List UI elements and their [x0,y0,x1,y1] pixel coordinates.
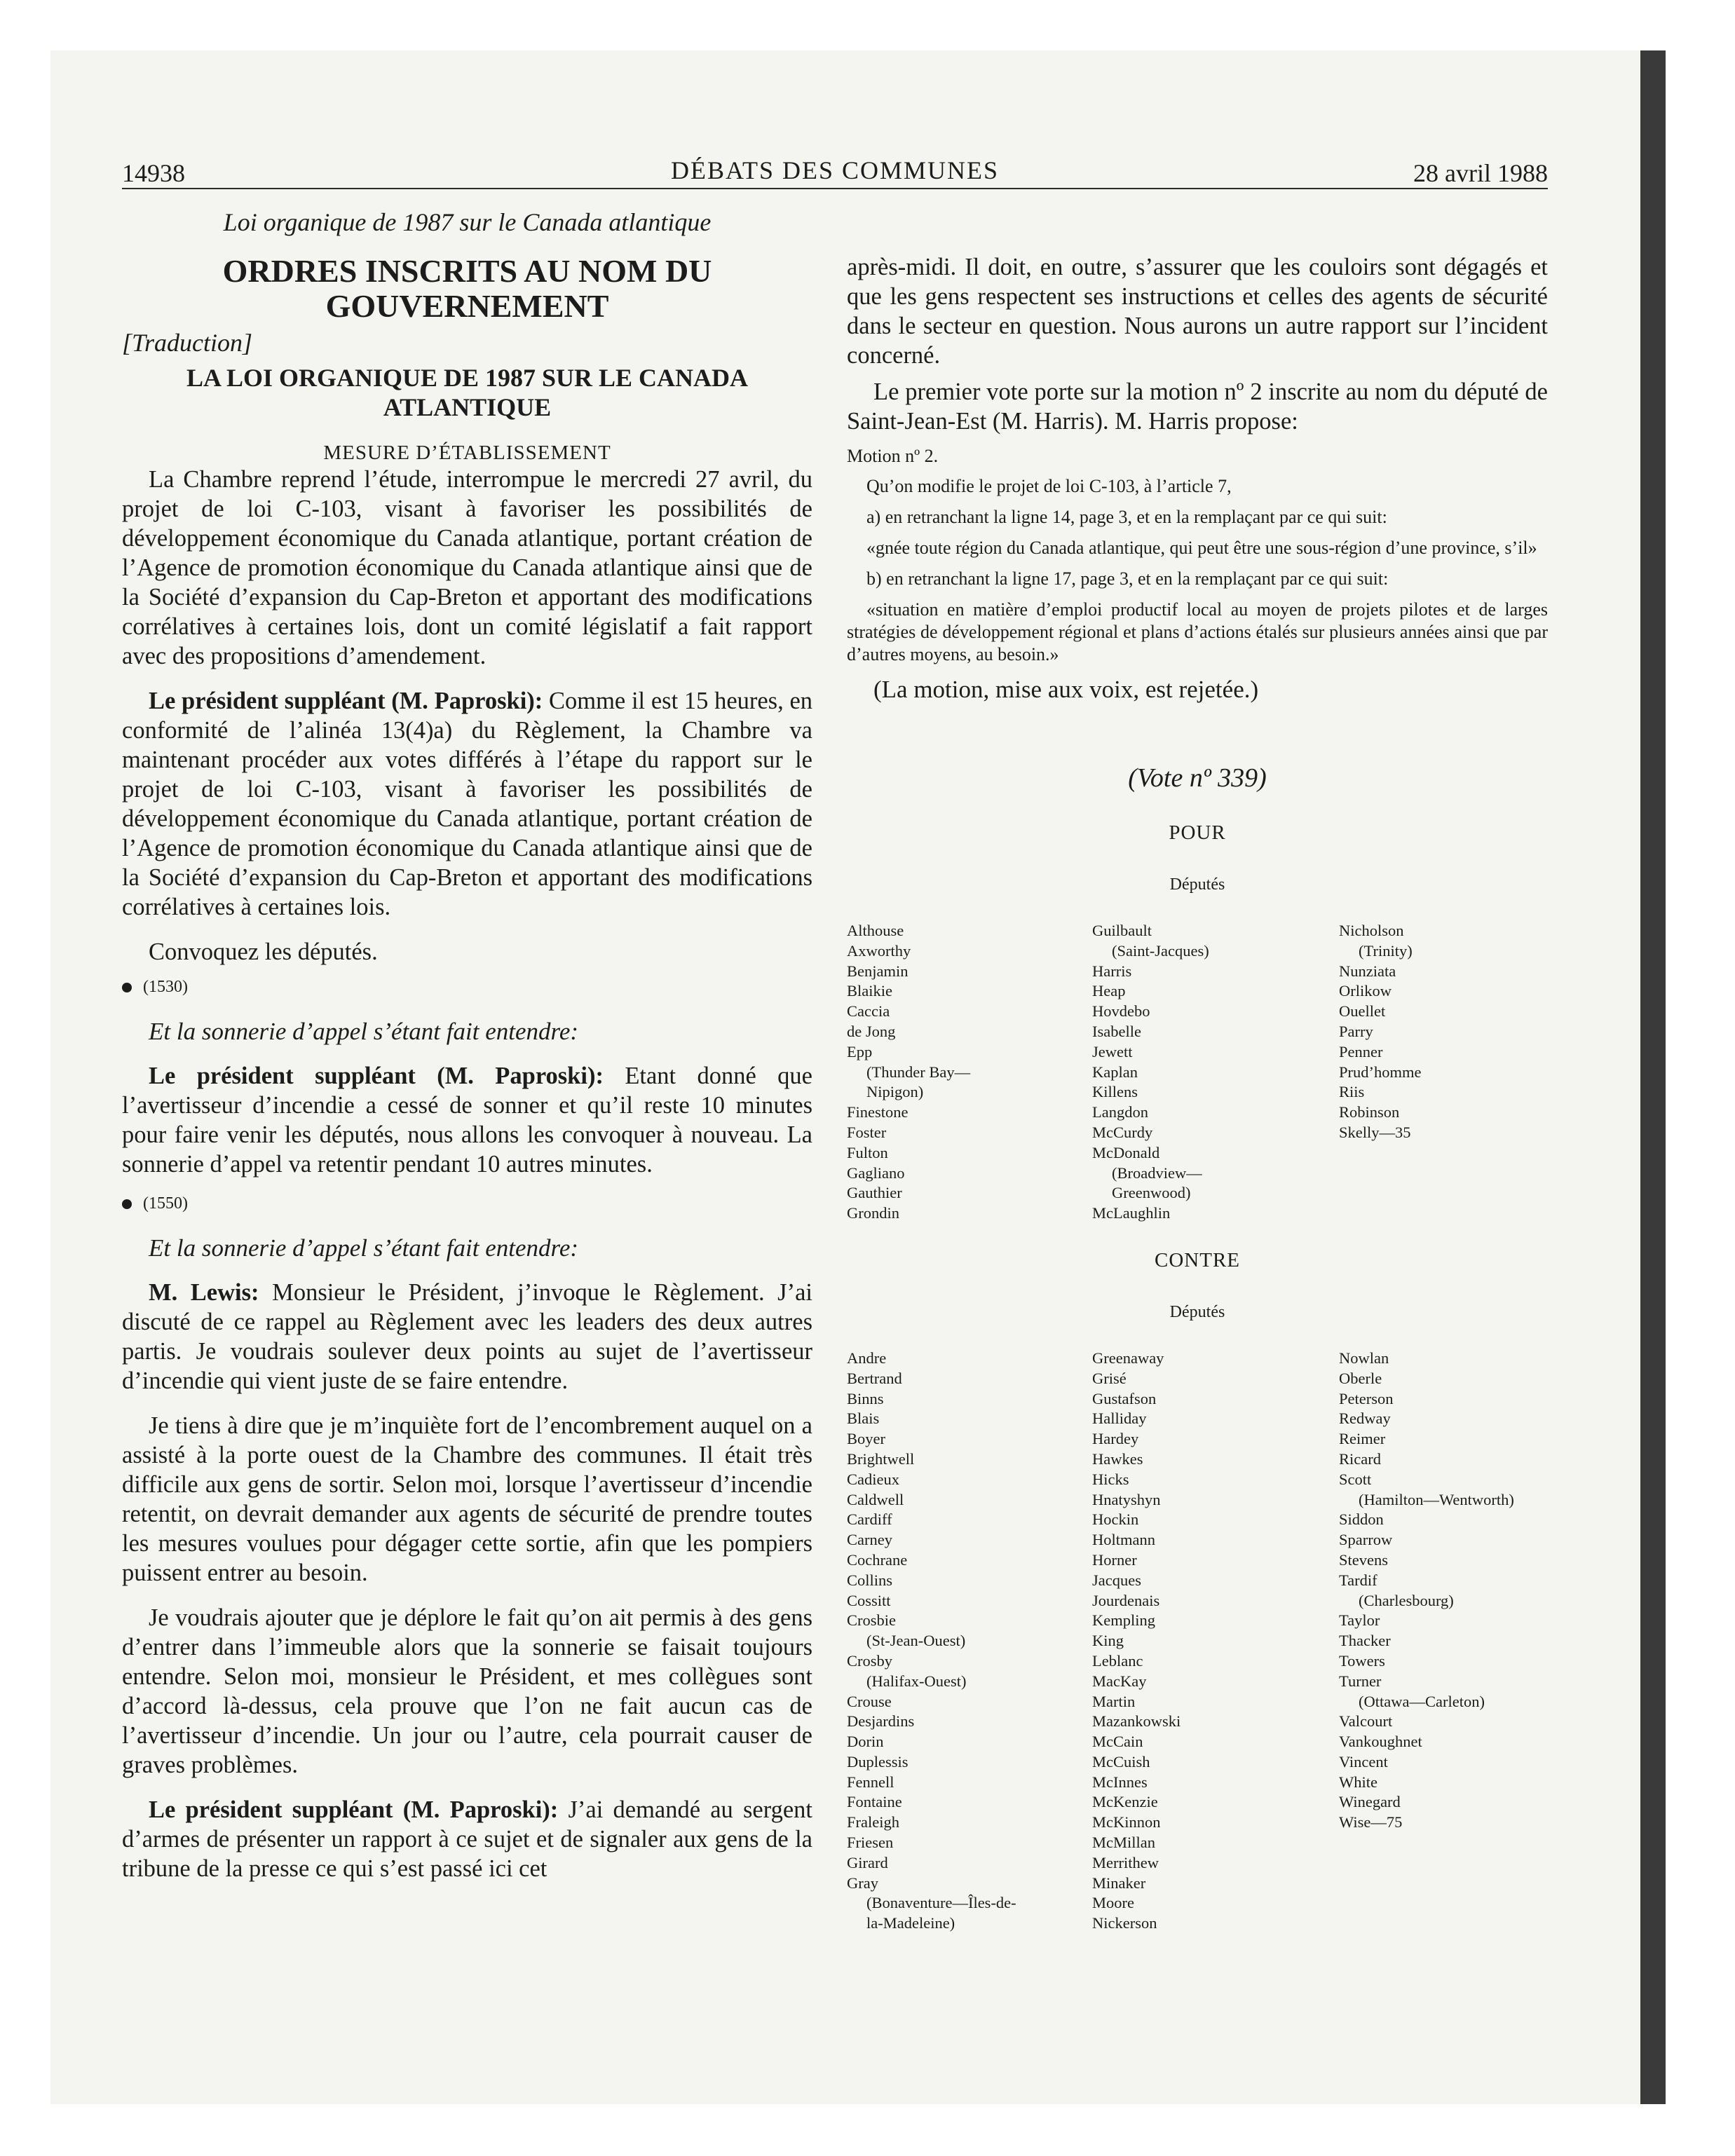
member-name: Gustafson [1092,1389,1157,1407]
member-name: Cardiff [847,1510,892,1529]
member-name: Parry [1339,1022,1373,1040]
member-name: la-Madeleine) [866,1914,955,1932]
names-column [1092,1349,1339,1934]
issue-date: 28 avril 1988 [1413,159,1548,187]
member-name: Peterson [1339,1389,1394,1407]
member-name: Greenwood) [1112,1184,1191,1202]
member-name: (Bonaventure—Îles-de- [866,1894,1016,1912]
names-column [847,1349,1092,1934]
member-name: Guilbault [1092,922,1152,939]
translation-note: [Traduction] [122,329,253,357]
member-name: Jourdenais [1092,1591,1160,1609]
motion-text: b) en retranchant la ligne 17, page 3, et en la remplaçant par ce qui suit: [866,568,1389,589]
vote-title: (Vote nº 339) [1128,763,1267,793]
member-name: Hardey [1092,1430,1139,1448]
member-name: Turner [1339,1672,1382,1690]
member-name: Crosbie [847,1611,896,1630]
member-name: Gauthier [847,1184,902,1202]
member-name: Brightwell [847,1449,915,1468]
member-name: Gray [847,1874,878,1892]
member-name: Girard [847,1853,888,1871]
member-name: Greenaway [1092,1349,1164,1367]
member-name: Boyer [847,1430,885,1448]
member-name: McCurdy [1092,1123,1153,1141]
member-name: Prud’homme [1339,1063,1422,1081]
member-name: Duplessis [847,1752,909,1770]
member-name: Fontaine [847,1793,902,1811]
member-name: Reimer [1339,1430,1386,1448]
member-name: Vincent [1339,1752,1388,1770]
page-number: 14938 [122,159,185,187]
member-name: Robinson [1339,1103,1400,1121]
member-name: Tardif [1339,1571,1377,1589]
motion-text: «situation en matière d’emploi productif local au moyen de projets pilotes et de larges stratégies de développement régional et plans d’actions étalés sur plusieurs années ainsi que par d’autres moyens, au besoin.» [847,599,1548,664]
member-name: Nowlan [1339,1349,1389,1367]
motion-text: Qu’on modifie le projet de loi C-103, à l’article 7, [866,476,1232,496]
member-name: Halliday [1092,1410,1147,1428]
member-name: Horner [1092,1550,1137,1569]
member-name: Holtmann [1092,1531,1155,1549]
member-name: Oberle [1339,1369,1382,1387]
member-name: Hovdebo [1092,1002,1150,1021]
member-name: (Ottawa—Carleton) [1359,1692,1485,1710]
member-name: Cadieux [847,1470,899,1488]
member-name: Crouse [847,1692,892,1710]
member-name: Scott [1339,1470,1372,1488]
member-name: Ricard [1339,1449,1381,1468]
member-name: Winegard [1339,1793,1401,1811]
member-name: Orlikow [1339,982,1392,1000]
contre-names-table [847,1349,1548,1934]
member-name: Skelly—35 [1339,1123,1411,1141]
paragraph: Le premier vote porte sur la motion nº 2 inscrite au nom du député de Saint-Jean-Est (M. Harris). M. Harris propose: [847,378,1548,435]
member-name: Redway [1339,1410,1391,1428]
speaker-name: Le président suppléant (M. Paproski): [149,1796,559,1823]
member-name: Foster [847,1123,887,1141]
names-column [1339,1349,1548,1934]
member-name: Towers [1339,1651,1385,1670]
speech-text: Etant donné que l’avertisseur d’incendie a cessé de sonner et qu’il reste 10 minutes pour faire venir les députés, nous allons les convoquer à nouveau. La sonnerie d’appel va retentir pendant 10 autres minutes. [122,1063,812,1178]
topic-heading: Loi organique de 1987 sur le Canada atlantique [223,208,712,236]
member-name: Collins [847,1571,893,1589]
names-column [1092,921,1339,1224]
member-name: Heap [1092,982,1126,1000]
member-name: Grondin [847,1204,899,1222]
member-name: Cossitt [847,1591,891,1609]
vote-subheading: Députés [1169,875,1225,894]
member-name: Althouse [847,922,904,939]
member-name: de Jong [847,1022,896,1040]
member-name: (Charlesbourg) [1359,1591,1454,1609]
member-name: MacKay [1092,1672,1147,1690]
member-name: Martin [1092,1692,1136,1710]
right-column [847,203,1548,1934]
speaker-name: Le président suppléant (M. Paproski): [149,1063,604,1089]
member-name: King [1092,1632,1124,1650]
member-name: Andre [847,1349,887,1367]
member-name: Langdon [1092,1103,1148,1121]
time-marker [122,1194,812,1213]
stage-direction: Et la sonnerie d’appel s’étant fait entendre: [149,1018,579,1045]
member-name: Kaplan [1092,1063,1138,1081]
member-name: Jewett [1092,1042,1133,1060]
member-name: (Hamilton—Wentworth) [1359,1490,1514,1508]
member-name: Fraleigh [847,1813,899,1831]
member-name: (Saint-Jacques) [1112,941,1209,960]
member-name: Hicks [1092,1470,1129,1488]
motion-result: (La motion, mise aux voix, est rejetée.) [873,676,1259,703]
header-rule [122,188,1548,189]
paragraph: La Chambre reprend l’étude, interrompue le mercredi 27 avril, du projet de loi C-103, visant à favoriser les possibilités de développement économique du Canada atlantique, portant création de l’Agence de promotion économique du Canada atlantique ainsi que de la Société d’expansion du Cap-Breton et apportant des modifications corrélatives à certaines lois, dont un comité législatif a fait rapport avec des propositions d’amendement. [122,466,812,669]
names-column [847,921,1092,1224]
speaker-name: M. Lewis: [149,1279,259,1306]
member-name: Leblanc [1092,1651,1143,1670]
member-name: McMillan [1092,1834,1155,1852]
member-name: Mazankowski [1092,1712,1181,1731]
member-name: Siddon [1339,1510,1384,1529]
member-name: Vankoughnet [1339,1733,1422,1751]
member-name: (Trinity) [1359,941,1413,960]
member-name: Fulton [847,1143,888,1161]
vote-section-contre: CONTRE [1155,1248,1240,1271]
stage-direction: Et la sonnerie d’appel s’étant fait entendre: [149,1234,579,1262]
speech-text: Comme il est 15 heures, en conformité de l’alinéa 13(4)a) du Règlement, la Chambre va maintenant procéder aux votes différés à l’étape du rapport sur le projet de loi C-103, visant à favoriser les possibilités de développement économique du Canada atlantique, portant création de l’Agence de promotion économique du Canada atlantique ainsi que de la Société d’expansion du Cap-Breton et apportant des modifications corrélatives à certaines lois. [122,688,813,920]
vote-section-pour: POUR [1169,821,1226,844]
member-name: Nunziata [1339,962,1396,980]
member-name: Fennell [847,1773,894,1791]
member-name: Riis [1339,1083,1365,1101]
orders-heading: ORDRES INSCRITS AU NOM DU GOUVERNEMENT [222,253,712,324]
member-name: Desjardins [847,1712,915,1731]
member-name: McKinnon [1092,1813,1161,1831]
member-name: Hockin [1092,1510,1139,1529]
member-name: Moore [1092,1894,1134,1912]
motion-text: «gnée toute région du Canada atlantique, qui peut être une sous-région d’une province, s’il» [866,538,1537,558]
member-name: Ouellet [1339,1002,1386,1021]
member-name: Stevens [1339,1550,1388,1569]
vote-subheading: Députés [1169,1302,1225,1321]
member-name: Minaker [1092,1874,1146,1892]
member-name: Dorin [847,1733,884,1751]
member-name: Benjamin [847,962,909,980]
member-name: Hnatyshyn [1092,1490,1161,1508]
member-name: Finestone [847,1103,909,1121]
motion-text: a) en retranchant la ligne 14, page 3, et en la remplaçant par ce qui suit: [866,507,1387,527]
member-name: Taylor [1339,1611,1380,1630]
bullet-icon [122,1199,132,1209]
member-name: Nicholson [1339,922,1404,939]
paragraph: Je tiens à dire que je m’inquiète fort de l’encombrement auquel on a assisté à la porte ouest de la Chambre des communes. Il était très difficile aux gens de sortir. Selon moi, lorsque l’avertisseur d’incendie retentit, on devrait demander aux agents de sécurité de prendre toutes les mesures voulues pour dégager cette sortie, afin que les pompiers puissent entrer au besoin. [122,1412,812,1586]
member-name: Axworthy [847,941,911,960]
member-name: Friesen [847,1834,894,1852]
member-name: Kempling [1092,1611,1155,1630]
member-name: Blaikie [847,982,892,1000]
member-name: Caccia [847,1002,890,1021]
member-name: Nipigon) [866,1083,924,1101]
bill-heading: LA LOI ORGANIQUE DE 1987 SUR LE CANADA ATLANTIQUE [186,364,749,421]
member-name: Gagliano [847,1164,905,1182]
speaker-name: Le président suppléant (M. Paproski): [149,688,543,714]
paragraph: Convoquez les députés. [149,939,378,965]
bullet-icon [122,983,132,992]
member-name: McKenzie [1092,1793,1158,1811]
member-name: McLaughlin [1092,1204,1171,1222]
member-name: Thacker [1339,1632,1391,1650]
member-name: McDonald [1092,1143,1160,1161]
paragraph: après-midi. Il doit, en outre, s’assurer que les couloirs sont dégagés et que les gens respectent ses instructions et celles des agents de sécurité dans le secteur en question. Nous aurons un autre rapport sur l’incident concerné. [847,254,1548,369]
member-name: Sparrow [1339,1531,1393,1549]
speech-text: J’ai demandé au sergent d’armes de présenter un rapport à ce sujet et de signaler aux gens de la tribune de la presse ce qui s’est passé ici cet [122,1796,813,1882]
member-name: (Halifax-Ouest) [866,1672,967,1690]
time-stamp: (1550) [143,1194,188,1213]
member-name: Epp [847,1042,873,1060]
member-name: Valcourt [1339,1712,1393,1731]
measure-subheading: MESURE D’ÉTABLISSEMENT [323,442,611,464]
time-marker [122,978,812,997]
member-name: (Thunder Bay— [866,1063,971,1081]
publication-title: DÉBATS DES COMMUNES [670,156,1000,184]
member-name: Hawkes [1092,1449,1143,1468]
member-name: Killens [1092,1083,1138,1101]
member-name: Grisé [1092,1369,1127,1387]
member-name: McCuish [1092,1752,1150,1770]
member-name: White [1339,1773,1377,1791]
member-name: Harris [1092,962,1132,980]
names-column [1339,921,1548,1224]
scan-edge-shadow [1640,50,1666,2104]
member-name: (St-Jean-Ouest) [866,1632,966,1650]
member-name: Nickerson [1092,1914,1157,1932]
member-name: Jacques [1092,1571,1141,1589]
member-name: Crosby [847,1651,893,1670]
paragraph [122,686,812,922]
paragraph [122,1795,812,1883]
member-name: Bertrand [847,1369,902,1387]
member-name: Blais [847,1410,880,1428]
paragraph [122,1278,812,1396]
member-name: Binns [847,1389,884,1407]
member-name: (Broadview— [1112,1164,1202,1182]
member-name: Carney [847,1531,892,1549]
pour-names-table [847,921,1548,1224]
member-name: Isabelle [1092,1022,1141,1040]
member-name: Merrithew [1092,1853,1159,1871]
member-name: Wise—75 [1339,1813,1403,1831]
time-stamp: (1530) [143,978,188,996]
left-column [122,203,812,1883]
member-name: Caldwell [847,1490,904,1508]
paragraph [122,1061,812,1179]
member-name: McCain [1092,1733,1143,1751]
motion-label: Motion nº 2. [847,446,939,466]
member-name: Cochrane [847,1550,908,1569]
member-name: McInnes [1092,1773,1148,1791]
speech-text: Monsieur le Président, j’invoque le Règlement. J’ai discuté de ce rappel au Règlement avec les leaders des deux autres partis. Je voudrais soulever deux points au sujet de l’avertisseur d’incendie qui vient juste de se faire entendre. [122,1279,812,1394]
paragraph: Je voudrais ajouter que je déplore le fait qu’on ait permis à des gens d’entrer dans l’immeuble alors que la sonnerie se faisait toujours entendre. Selon moi, monsieur le Président, et mes collègues sont d’accord là-dessus, cela prouve que l’on ne fait aucun cas de l’avertisseur d’incendie. Un jour ou l’autre, cela pourrait causer de graves problèmes. [122,1604,812,1778]
member-name: Penner [1339,1042,1383,1060]
